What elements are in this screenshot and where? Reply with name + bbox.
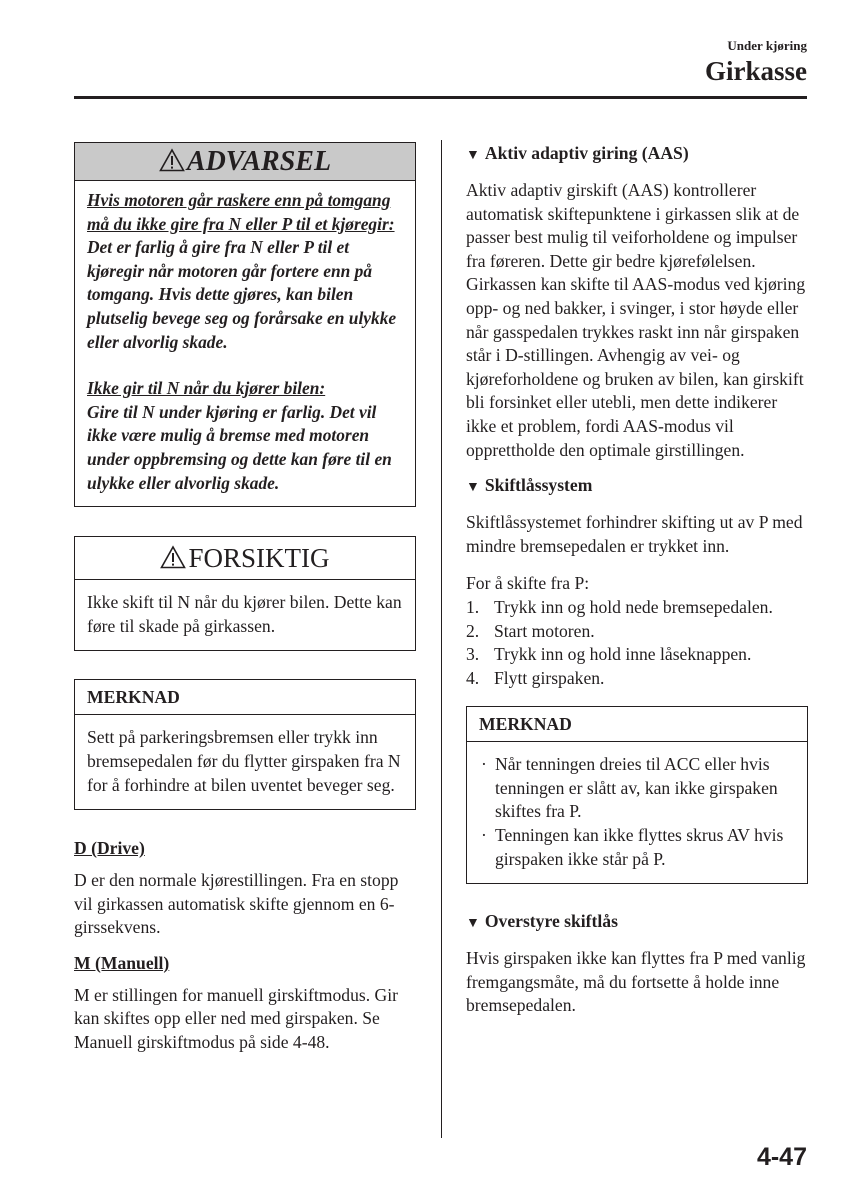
list-item — [466, 643, 808, 667]
note-list — [477, 753, 795, 871]
step-number: 1. — [466, 596, 480, 617]
manual-section — [74, 953, 416, 1055]
note-box-right — [466, 706, 808, 884]
page-number: 4-47 — [756, 1143, 807, 1171]
warning-title-text: ADVARSEL — [186, 146, 332, 177]
step-number: 4. — [466, 667, 480, 688]
override-text: Hvis girspaken ikke kan flyttes fra P med vanlig fremgangsmåte, må du fortsette å holde inne bremsepedalen. — [466, 948, 806, 1016]
bullet-dot: · — [481, 754, 487, 775]
warning-triangle-icon — [159, 145, 185, 182]
page-title: Girkasse — [704, 56, 807, 86]
steps-intro: For å skifte fra P: — [466, 573, 590, 594]
shiftlock-text: Skiftlåssystemet forhindrer skifting ut av P med mindre bremsepedalen er trykket inn. — [466, 512, 803, 556]
section-label: Under kjøring — [727, 38, 807, 53]
section-marker-icon: ▼ — [466, 916, 480, 932]
list-item — [466, 596, 808, 620]
caution-text: Ikke skift til N når du kjører bilen. Dette kan føre til skade på girkassen. — [87, 592, 402, 636]
list-item — [466, 620, 808, 644]
header-rule — [74, 96, 807, 99]
warning-heading-1: Hvis motoren går raskere enn på tomgang må du ikke gire fra N eller P til et kjøregir: — [87, 190, 395, 234]
steps-list — [466, 596, 808, 690]
caution-box — [74, 536, 416, 651]
override-heading-text: Overstyre skiftlås — [484, 911, 618, 932]
warning-title — [75, 143, 415, 181]
note-body-right — [467, 742, 807, 883]
list-item — [477, 824, 795, 871]
note-item-text: Tenningen kan ikke flyttes skrus AV hvis girspaken ikke står på P. — [495, 825, 784, 869]
warning-body — [75, 181, 415, 506]
caution-title-text: FORSIKTIG — [188, 543, 330, 574]
note-title-left: MERKNAD — [75, 680, 415, 715]
caution-triangle-icon — [160, 539, 186, 581]
step-text: Trykk inn og hold nede bremsepedalen. — [494, 596, 773, 617]
shiftlock-heading — [466, 474, 808, 499]
aas-heading-text: Aktiv adaptiv giring (AAS) — [484, 143, 689, 163]
aas-text: Aktiv adaptiv girskift (AAS) kontrollerer automatisk skiftepunktene i girkassen slik at de passer best mulig til veiforholdene og impulser fra føreren. Dette gir bedre kjørefølelsen. Girkassen kan skifte til AAS-modus ved kjøring opp- og ned bakker, i svinger, i stor høyde eller når gasspedalen trykkes raskt inn når girspaken står i D-stillingen. Avhengig av vei- og kjøreforholdene og bruken av bilen, kan girskift bli forsinket eller utebli, men dette indikerer ikke et problem, fordi AAS-modus vil opprettholde den optimale girstillingen. — [466, 180, 806, 460]
right-column — [466, 142, 808, 1018]
manual-heading: M (Manuell) — [74, 952, 170, 973]
shiftlock-heading-text: Skiftlåssystem — [484, 475, 593, 496]
step-text: Trykk inn og hold inne låseknappen. — [494, 644, 752, 665]
warning-text-1: Det er farlig å gire fra N eller P til et kjøregir når motoren går fortere enn på tomgang. Hvis dette gjøres, kan bilen plutselig bevege seg og forårsake en ulykke eller alvorlig skade. — [87, 237, 397, 352]
note-item-text: Når tenningen dreies til ACC eller hvis tenningen er slått av, kan ikke girspaken skiftes fra P. — [495, 754, 778, 822]
warning-box — [74, 142, 416, 507]
note-text-left: Sett på parkeringsbremsen eller trykk inn bremsepedalen før du flytter girspaken fra N for å forhindre at bilen uventet beveger seg. — [87, 727, 401, 795]
left-column — [74, 142, 416, 1055]
warning-text-2: Gire til N under kjøring er farlig. Det vil ikke være mulig å bremse med motoren under oppbremsing og dette kan føre til en ulykke eller alvorlig skade. — [87, 401, 392, 493]
caution-title — [75, 537, 415, 580]
step-number: 2. — [466, 620, 480, 641]
bullet-dot: · — [481, 825, 487, 846]
list-item — [466, 667, 808, 691]
manual-text: M er stillingen for manuell girskiftmodus. Gir kan skiftes opp eller ned med girspaken. Se Manuell girskiftmodus på side 4-48. — [74, 984, 398, 1053]
step-text: Start motoren. — [494, 620, 595, 641]
drive-heading: D (Drive) — [74, 838, 145, 859]
drive-section — [74, 838, 416, 940]
note-title-right: MERKNAD — [467, 707, 807, 742]
drive-text: D er den normale kjørestillingen. Fra en stopp vil girkassen automatisk skifte gjennom en 6-girssekvens. — [74, 870, 399, 938]
warning-heading-2: Ikke gir til N når du kjører bilen: — [87, 378, 326, 399]
column-divider — [441, 140, 442, 1138]
step-number: 3. — [466, 644, 480, 665]
note-box-left — [74, 679, 416, 810]
section-marker-icon: ▼ — [466, 480, 480, 496]
aas-heading — [466, 142, 808, 167]
caution-body — [75, 580, 415, 650]
section-marker-icon: ▼ — [466, 148, 480, 163]
override-heading — [466, 910, 808, 935]
note-body-left — [75, 715, 415, 809]
step-text: Flytt girspaken. — [494, 667, 605, 688]
list-item — [477, 753, 795, 824]
